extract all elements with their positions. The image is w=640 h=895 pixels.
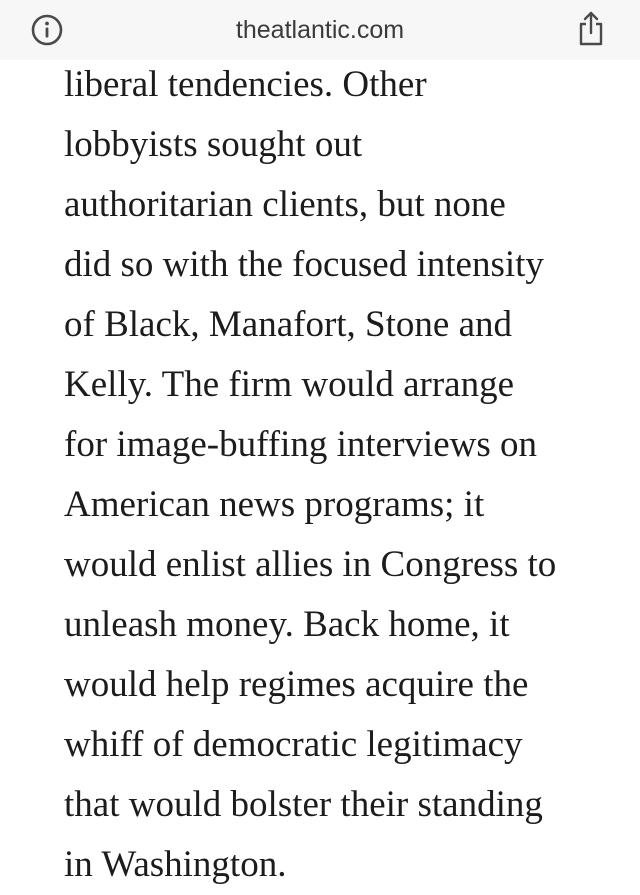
article-text-line: would enlist allies in Congress to — [64, 544, 557, 585]
browser-url-bar[interactable] — [0, 0, 640, 60]
article-text-line: American news programs; it — [64, 484, 485, 525]
article-text-line: for image-buffing interviews on — [64, 424, 537, 465]
article-text-line: of Black, Manafort, Stone and — [64, 304, 512, 345]
article-text-line: lobbyists sought out — [64, 124, 363, 165]
article-text-line: Kelly. The firm would arrange — [64, 364, 515, 405]
article-text-line: would help regimes acquire the — [64, 664, 529, 705]
article-text-line: authoritarian clients, but none — [64, 184, 506, 225]
article-text-line: liberal tendencies. Other — [64, 64, 427, 105]
article-body — [64, 55, 624, 895]
article-text-line: whiff of democratic legitimacy — [64, 724, 523, 765]
article-text-line: in Washington. — [64, 844, 287, 885]
article-text-line: that would bolster their standing — [64, 784, 543, 825]
article-text-line: unleash money. Back home, it — [64, 604, 510, 645]
share-icon[interactable] — [574, 10, 608, 48]
article-text-line: did so with the focused intensity — [64, 244, 544, 285]
url-text[interactable]: theatlantic.com — [235, 16, 405, 44]
